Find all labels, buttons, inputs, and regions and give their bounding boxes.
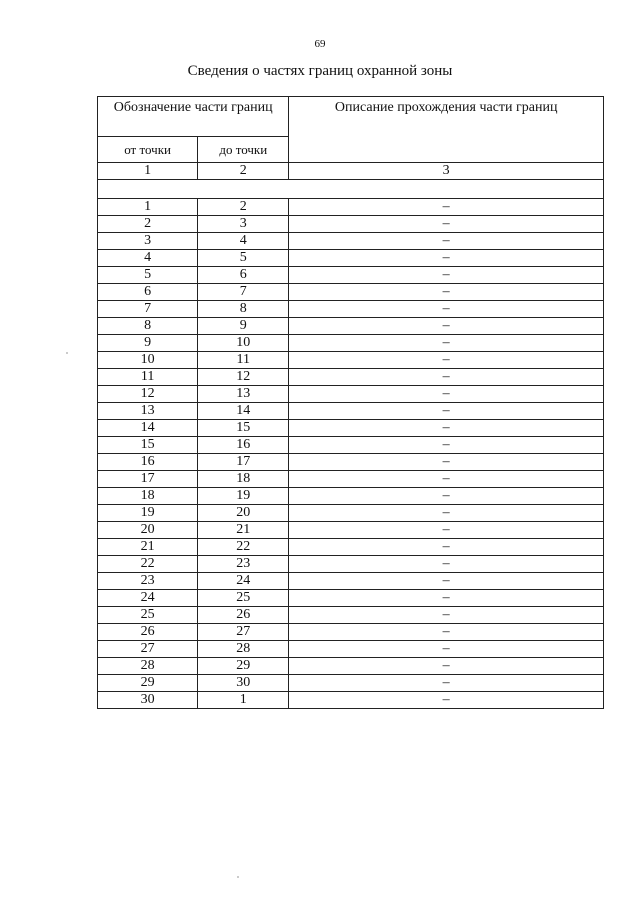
from-point-cell: 9 [98, 335, 198, 352]
to-point-cell: 28 [198, 641, 289, 658]
to-point-cell: 29 [198, 658, 289, 675]
table-row [98, 471, 604, 488]
description-cell: – [289, 284, 604, 301]
from-point-cell: 3 [98, 233, 198, 250]
from-point-cell: 28 [98, 658, 198, 675]
table-row [98, 369, 604, 386]
from-point-cell: 25 [98, 607, 198, 624]
scan-speck [237, 876, 239, 878]
description-cell: – [289, 352, 604, 369]
table-row [98, 641, 604, 658]
description-cell: – [289, 318, 604, 335]
header-to-cell: до точки [198, 137, 289, 163]
table-row [98, 590, 604, 607]
description-cell: – [289, 641, 604, 658]
from-point-cell: 17 [98, 471, 198, 488]
page-number: 69 [314, 38, 326, 50]
column-number-cell: 2 [198, 163, 289, 180]
to-point-cell: 1 [198, 692, 289, 709]
table-row [98, 505, 604, 522]
header-from-cell: от точки [98, 137, 198, 163]
to-point-cell: 12 [198, 369, 289, 386]
from-point-cell: 20 [98, 522, 198, 539]
table-row [98, 386, 604, 403]
description-cell: – [289, 454, 604, 471]
description-cell: – [289, 573, 604, 590]
from-point-cell: 15 [98, 437, 198, 454]
from-point-cell: 21 [98, 539, 198, 556]
description-cell: – [289, 471, 604, 488]
from-point-cell: 19 [98, 505, 198, 522]
table-row [98, 216, 604, 233]
to-point-cell: 20 [198, 505, 289, 522]
to-point-cell: 4 [198, 233, 289, 250]
table-row [98, 488, 604, 505]
table-row [98, 267, 604, 284]
to-point-cell: 24 [198, 573, 289, 590]
to-point-cell: 19 [198, 488, 289, 505]
to-point-cell: 5 [198, 250, 289, 267]
description-cell: – [289, 488, 604, 505]
to-point-cell: 8 [198, 301, 289, 318]
description-cell: – [289, 233, 604, 250]
from-point-cell: 14 [98, 420, 198, 437]
from-point-cell: 10 [98, 352, 198, 369]
document-title: Сведения о частях границ охранной зоны [187, 63, 453, 79]
to-point-cell: 15 [198, 420, 289, 437]
to-point-cell: 9 [198, 318, 289, 335]
table-row [98, 233, 604, 250]
from-point-cell: 30 [98, 692, 198, 709]
description-cell: – [289, 386, 604, 403]
header-description-cell: Описание прохождения части границ [289, 97, 604, 163]
description-cell: – [289, 199, 604, 216]
to-point-cell: 25 [198, 590, 289, 607]
boundary-parts-table [97, 96, 604, 709]
description-cell: – [289, 556, 604, 573]
table-row [98, 624, 604, 641]
table-row [98, 454, 604, 471]
to-point-cell: 2 [198, 199, 289, 216]
description-cell: – [289, 403, 604, 420]
table-row [98, 420, 604, 437]
from-point-cell: 6 [98, 284, 198, 301]
from-point-cell: 7 [98, 301, 198, 318]
from-point-cell: 5 [98, 267, 198, 284]
to-point-cell: 10 [198, 335, 289, 352]
from-point-cell: 2 [98, 216, 198, 233]
from-point-cell: 16 [98, 454, 198, 471]
description-cell: – [289, 420, 604, 437]
to-point-cell: 26 [198, 607, 289, 624]
from-point-cell: 12 [98, 386, 198, 403]
description-cell: – [289, 505, 604, 522]
blank-section-row [98, 180, 604, 199]
description-cell: – [289, 658, 604, 675]
to-point-cell: 18 [198, 471, 289, 488]
column-number-cell: 1 [98, 163, 198, 180]
description-cell: – [289, 692, 604, 709]
description-cell: – [289, 590, 604, 607]
description-cell: – [289, 216, 604, 233]
to-point-cell: 30 [198, 675, 289, 692]
from-point-cell: 27 [98, 641, 198, 658]
description-cell: – [289, 522, 604, 539]
from-point-cell: 26 [98, 624, 198, 641]
table-row [98, 284, 604, 301]
to-point-cell: 21 [198, 522, 289, 539]
table-row [98, 658, 604, 675]
table-row [98, 692, 604, 709]
table-row [98, 573, 604, 590]
from-point-cell: 11 [98, 369, 198, 386]
table-row [98, 675, 604, 692]
table-row [98, 539, 604, 556]
from-point-cell: 13 [98, 403, 198, 420]
header-group-cell: Обозначение части границ [98, 97, 289, 137]
table-row [98, 199, 604, 216]
to-point-cell: 27 [198, 624, 289, 641]
table-row [98, 352, 604, 369]
description-cell: – [289, 624, 604, 641]
to-point-cell: 14 [198, 403, 289, 420]
table-row [98, 335, 604, 352]
to-point-cell: 11 [198, 352, 289, 369]
description-cell: – [289, 250, 604, 267]
from-point-cell: 29 [98, 675, 198, 692]
from-point-cell: 1 [98, 199, 198, 216]
to-point-cell: 16 [198, 437, 289, 454]
to-point-cell: 13 [198, 386, 289, 403]
to-point-cell: 7 [198, 284, 289, 301]
description-cell: – [289, 369, 604, 386]
table-row [98, 556, 604, 573]
to-point-cell: 22 [198, 539, 289, 556]
from-point-cell: 8 [98, 318, 198, 335]
from-point-cell: 24 [98, 590, 198, 607]
description-cell: – [289, 539, 604, 556]
from-point-cell: 4 [98, 250, 198, 267]
from-point-cell: 23 [98, 573, 198, 590]
table-row [98, 607, 604, 624]
from-point-cell: 18 [98, 488, 198, 505]
description-cell: – [289, 301, 604, 318]
table-row [98, 522, 604, 539]
to-point-cell: 3 [198, 216, 289, 233]
description-cell: – [289, 267, 604, 284]
blank-section-cell [98, 180, 604, 199]
to-point-cell: 17 [198, 454, 289, 471]
scan-speck [66, 352, 68, 354]
description-cell: – [289, 437, 604, 454]
to-point-cell: 23 [198, 556, 289, 573]
column-number-cell: 3 [289, 163, 604, 180]
table-row [98, 250, 604, 267]
table-row [98, 437, 604, 454]
description-cell: – [289, 675, 604, 692]
description-cell: – [289, 607, 604, 624]
header-row [98, 97, 604, 137]
description-cell: – [289, 335, 604, 352]
table-row [98, 301, 604, 318]
from-point-cell: 22 [98, 556, 198, 573]
table-row [98, 403, 604, 420]
table-row [98, 318, 604, 335]
column-number-row [98, 163, 604, 180]
to-point-cell: 6 [198, 267, 289, 284]
